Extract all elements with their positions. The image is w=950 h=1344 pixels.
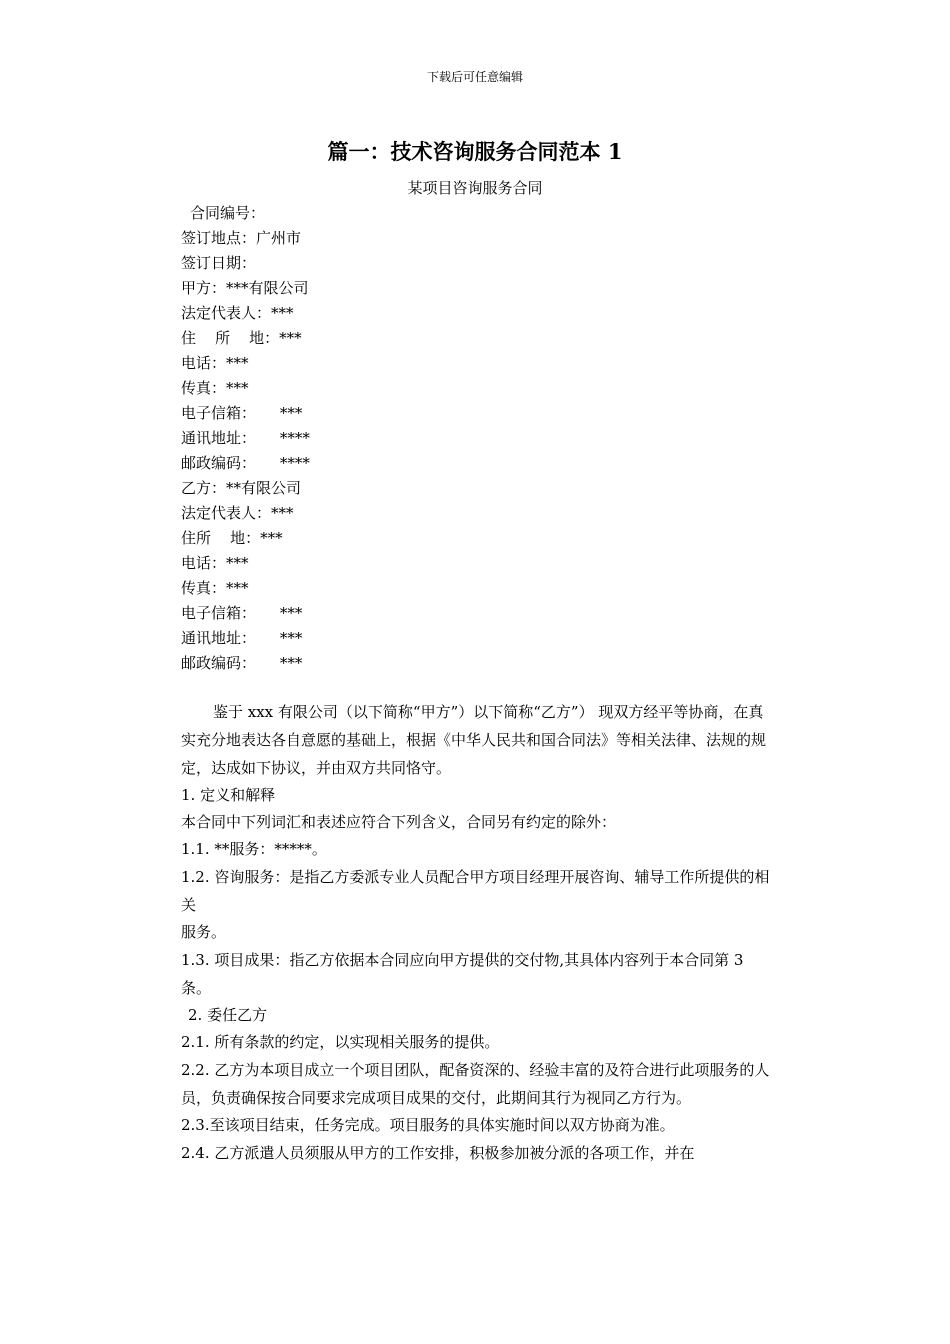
field-party-b-phone: 电话：***	[181, 554, 249, 572]
field-signing-date: 签订日期：	[181, 254, 257, 272]
section-1-intro: 本合同中下列词汇和表述应符合下列含义，合同另有约定的除外：	[181, 813, 617, 831]
clause-2-3: 2.3.至该项目结束，任务完成。项目服务的具体实施时间以双方协商为准。	[181, 1116, 675, 1134]
clause-2-2: 2.2. 乙方为本项目成立一个项目团队，配备资深的、经验丰富的及符合进行此项服务的人员，负责确保按合同要求完成项目成果的交付，此期间其行为视同乙方行为。	[181, 1061, 770, 1107]
section-1-heading: 1. 定义和解释	[181, 786, 276, 804]
section-2-heading: 2. 委任乙方	[188, 1006, 268, 1024]
field-party-b-postcode: 邮政编码： ***	[181, 654, 303, 672]
document-subtitle: 某项目咨询服务合同	[407, 179, 543, 197]
field-party-a-fax: 传真：***	[181, 379, 249, 397]
header-note: 下载后可任意编辑	[426, 70, 523, 84]
clause-2-1: 2.1. 所有条款的约定，以实现相关服务的提供。	[181, 1033, 500, 1051]
field-party-b-email: 电子信箱： ***	[181, 604, 303, 622]
contract-fields	[181, 201, 781, 676]
field-party-b: 乙方：**有限公司	[181, 479, 302, 497]
field-party-b-mail-address: 通讯地址： ***	[181, 629, 303, 647]
preamble-paragraph: 鉴于 xxx 有限公司（以下简称“甲方”）以下简称“乙方”） 现双方经平等协商，在真实充分地表达各自意愿的基础上，根据《中华人民共和国合同法》等相关法律、法规的规定，达成如下协议，并由双方共同恪守。	[181, 703, 767, 777]
field-party-a-phone: 电话：***	[181, 354, 249, 372]
clause-1-2-continued: 服务。	[181, 923, 227, 941]
field-party-b-representative: 法定代表人：***	[181, 504, 294, 522]
field-party-a-email: 电子信箱： ***	[181, 404, 303, 422]
clause-1-1: 1.1. **服务：*****。	[181, 840, 327, 858]
field-contract-number: 合同编号：	[190, 204, 266, 222]
field-party-a-mail-address: 通讯地址： ****	[181, 429, 310, 447]
clause-1-2: 1.2. 咨询服务：是指乙方委派专业人员配合甲方项目经理开展咨询、辅导工作所提供的相关	[181, 868, 770, 914]
clause-2-4: 2.4. 乙方派遣人员须服从甲方的工作安排，积极参加被分派的各项工作，并在	[181, 1144, 695, 1162]
field-party-a-address: 住 所 地：***	[181, 329, 302, 347]
clause-1-3: 1.3. 项目成果：指乙方依据本合同应向甲方提供的交付物,其具体内容列于本合同第 3 条。	[181, 951, 744, 997]
field-party-b-address: 住所 地：***	[181, 529, 283, 547]
field-party-a-postcode: 邮政编码： ****	[181, 454, 310, 472]
field-signing-place: 签订地点：广州市	[181, 229, 302, 247]
field-party-b-fax: 传真：***	[181, 579, 249, 597]
field-party-a: 甲方：***有限公司	[181, 279, 309, 297]
field-party-a-representative: 法定代表人：***	[181, 304, 294, 322]
document-title: 篇一：技术咨询服务合同范本 1	[327, 139, 623, 164]
contract-body	[181, 698, 771, 1167]
